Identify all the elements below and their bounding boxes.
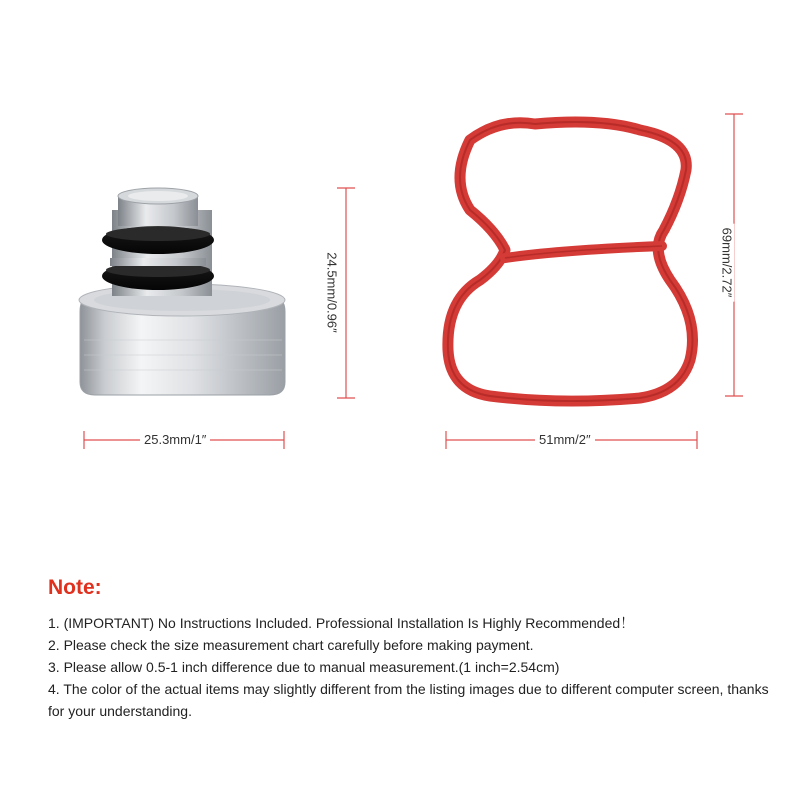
aluminum-plug <box>79 188 285 395</box>
note-item: 4. The color of the actual items may slightly different from the listing images due to different computer screen, thanks for your understanding. <box>48 681 769 719</box>
note-title: Note: <box>48 576 102 599</box>
gasket-width-label: 51mm/2″ <box>535 432 595 447</box>
plug-height-label: 24.5mm/0.96″ <box>325 248 340 336</box>
gasket-height-label: 69mm/2.72″ <box>719 224 734 302</box>
red-gasket <box>448 122 693 401</box>
plug-width-label: 25.3mm/1″ <box>140 432 210 447</box>
note-item: 1. (IMPORTANT) No Instructions Included. Professional Installation Is Highly Recommended！ <box>48 615 635 631</box>
note-list <box>48 612 773 722</box>
note-item: 3. Please allow 0.5-1 inch difference due to manual measurement.(1 inch=2.54cm) <box>48 659 560 675</box>
gasket-crossbar <box>505 246 662 258</box>
note-item: 2. Please check the size measurement chart carefully before making payment. <box>48 637 534 653</box>
